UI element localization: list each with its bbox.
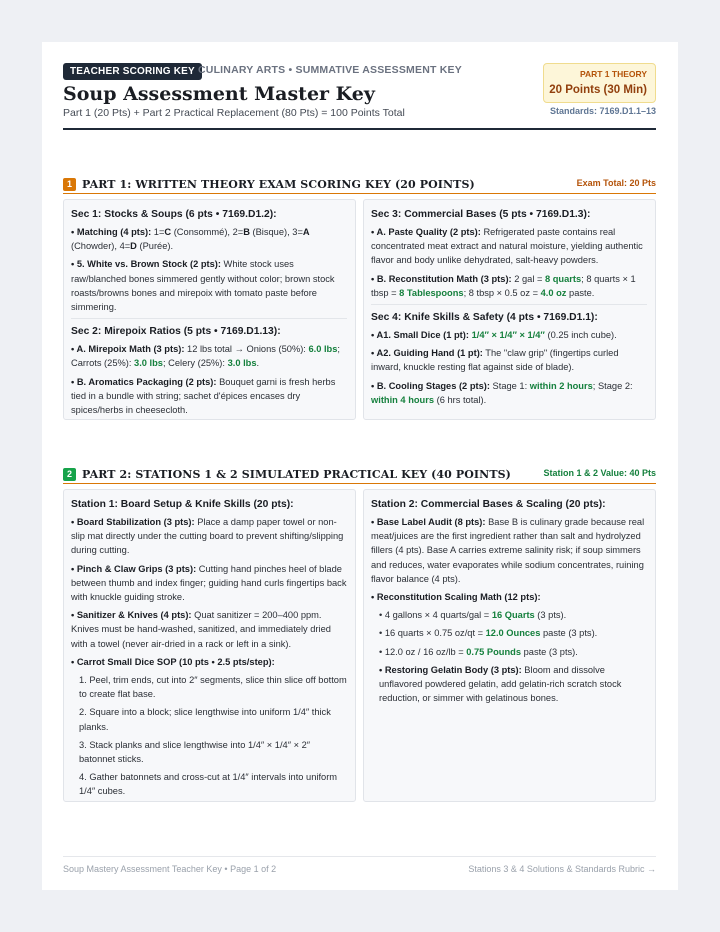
divider <box>71 318 347 319</box>
page-subtitle: Part 1 (20 Pts) + Part 2 Practical Replacement (80 Pts) = 100 Points Total <box>63 107 405 119</box>
sec4-item-guiding-hand: • A2. Guiding Hand (1 pt): The "claw grip" (fingertips curled inward, knuckle resting flat against side of blade). <box>371 348 619 373</box>
part-info-box <box>543 63 656 103</box>
station2-item-scaling: • Reconstitution Scaling Math (12 pts): <box>371 592 541 603</box>
sec4-item-cooling: • B. Cooling Stages (2 pts): Stage 1: within 2 hours; Stage 2: within 4 hours (6 hrs total). <box>371 380 633 405</box>
sop-step: 1. Peel, trim ends, cut into 2″ segments, slice thin slice off bottom to create flat base. <box>79 675 347 700</box>
station1-title: Station 1: Board Setup & Knife Skills (20 pts): <box>71 499 294 510</box>
station2-card <box>363 489 656 802</box>
page <box>42 42 678 890</box>
footer-page-info: Soup Mastery Assessment Teacher Key • Page 1 of 2 <box>63 864 277 874</box>
sec2-title: Sec 2: Mirepoix Ratios (5 pts • 7169.D1.13): <box>71 326 281 338</box>
sec2-item-mirepoix: • A. Mirepoix Math (3 pts): 12 lbs total → Onions (50%): 6.0 lbs; Carrots (25%): 3.0 lbs; Celery (25%): 3.0 lbs. <box>71 344 341 369</box>
part-label: PART 1 THEORY <box>579 69 647 79</box>
part2-total: Station 1 & 2 Value: 40 Pts <box>543 468 656 478</box>
page-footer <box>63 856 656 874</box>
part1-header <box>63 177 656 194</box>
sec1-title: Sec 1: Stocks & Soups (6 pts • 7169.D1.2): <box>71 209 277 220</box>
sec4-title: Sec 4: Knife Skills & Safety (4 pts • 7169.D1.1): <box>371 312 598 324</box>
station1-item-board: • Board Stabilization (3 pts): Place a damp paper towel or non-slip mat directly under the cutting board to prevent shifting/slipping during cutting. <box>71 517 344 556</box>
sop-step: 2. Square into a block; slice lengthwise into uniform 1/4″ thick planks. <box>79 707 331 732</box>
scaling-step: • 12.0 oz / 16 oz/lb = 0.75 Pounds paste (3 pts). <box>379 646 578 657</box>
scaling-step: • 4 gallons × 4 quarts/gal = 16 Quarts (3 pts). <box>379 610 567 621</box>
sec3-item-paste: • A. Paste Quality (2 pts): Refrigerated paste contains real concentrated meat extract and natural moisture, yielding authentic flavor and body unlike dehydrated, salt-heavy powders. <box>371 227 643 266</box>
course-subhead: CULINARY ARTS • SUMMATIVE ASSESSMENT KEY <box>198 64 462 76</box>
part1-number: 1 <box>63 178 76 191</box>
station1-item-grips: • Pinch & Claw Grips (3 pts): Cutting hand pinches heel of blade between thumb and index finger; guiding hand curls fingertips back with knuckle guiding stroke. <box>71 563 347 603</box>
sec3-item-reconstitution: • B. Reconstitution Math (3 pts): 2 gal = 8 quarts; 8 quarts × 1 tbsp = 8 Tablespoons; 8 tbsp × 0.5 oz = 4.0 oz paste. <box>371 273 636 298</box>
part2-header <box>63 467 656 484</box>
scaling-step: • 16 quarts × 0.75 oz/qt = 12.0 Ounces paste (3 pts). <box>379 628 598 639</box>
divider <box>371 304 647 305</box>
sec2-item-aromatics: • B. Aromatics Packaging (2 pts): Bouquet garni is fresh herbs tied in a bundle with string; sachet d'épices encases dry spices/herbs in cheesecloth. <box>71 376 336 416</box>
station1-item-sop: • Carrot Small Dice SOP (10 pts • 2.5 pts/step): <box>71 656 275 667</box>
part-points: 20 Points (30 Min) <box>549 84 647 96</box>
station1-item-sanitizer: • Sanitizer & Knives (4 pts): Quat sanitizer = 200–400 ppm. Knives must be hand-washed, sanitized, and immediately dried with a towel (never air-dried in a rack or left in a sink). <box>71 610 331 649</box>
sop-step: 3. Stack planks and slice lengthwise into 1/4″ × 1/4″ × 2″ batonnet sticks. <box>79 739 311 765</box>
sec1-item-stock: • 5. White vs. Brown Stock (2 pts): White stock uses raw/blanched bones simmered gently without color; brown stock roasts/browns bones and mirepoix with tomato paste before simmering. <box>71 259 335 313</box>
sop-step: 4. Gather batonnets and cross-cut at 1/4″ intervals into uniform 1/4″ cubes. <box>79 772 338 797</box>
part1-title: PART 1: WRITTEN THEORY EXAM SCORING KEY (20 POINTS) <box>82 178 475 191</box>
standards-label: Standards: 7169.D1.1–13 <box>549 106 656 116</box>
part1-total: Exam Total: 20 Pts <box>576 178 656 188</box>
part1-right-card <box>363 199 656 420</box>
sec1-item-matching: • Matching (4 pts): 1=C (Consommé), 2=B (Bisque), 3=A (Chowder), 4=D (Purée). <box>71 227 310 252</box>
sec3-title: Sec 3: Commercial Bases (5 pts • 7169.D1.3): <box>371 209 591 220</box>
part1-left-card <box>63 199 356 420</box>
footer-next-link[interactable]: Stations 3 & 4 Solutions & Standards Rubric → <box>468 864 656 874</box>
station2-item-label-audit: • Base Label Audit (8 pts): Base B is culinary grade because real meat/juices are the first ingredient rather than salt and hydrolyzed fillers (4 pts). Base A carries extreme salinity risk; if soup simmers and reduces, water evaporates while sodium concentrates, ruining flavor balance (4 pts). <box>371 517 645 584</box>
header-divider <box>63 128 656 130</box>
station1-card <box>63 489 356 802</box>
part2-number: 2 <box>63 468 76 481</box>
station2-item-gelatin: • Restoring Gelatin Body (3 pts): Bloom and dissolve unflavored powdered gelatin, add gelatin-rich scratch stock reduction, or simmer with gelatinous bones. <box>379 664 622 704</box>
page-title: Soup Assessment Master Key <box>63 83 375 105</box>
teacher-key-badge: TEACHER SCORING KEY <box>63 63 202 80</box>
station2-title: Station 2: Commercial Bases & Scaling (20 pts): <box>371 499 606 510</box>
sec4-item-dice: • A1. Small Dice (1 pt): 1/4″ × 1/4″ × 1/4″ (0.25 inch cube). <box>371 330 617 341</box>
part2-title: PART 2: STATIONS 1 & 2 SIMULATED PRACTICAL KEY (40 POINTS) <box>82 468 511 481</box>
